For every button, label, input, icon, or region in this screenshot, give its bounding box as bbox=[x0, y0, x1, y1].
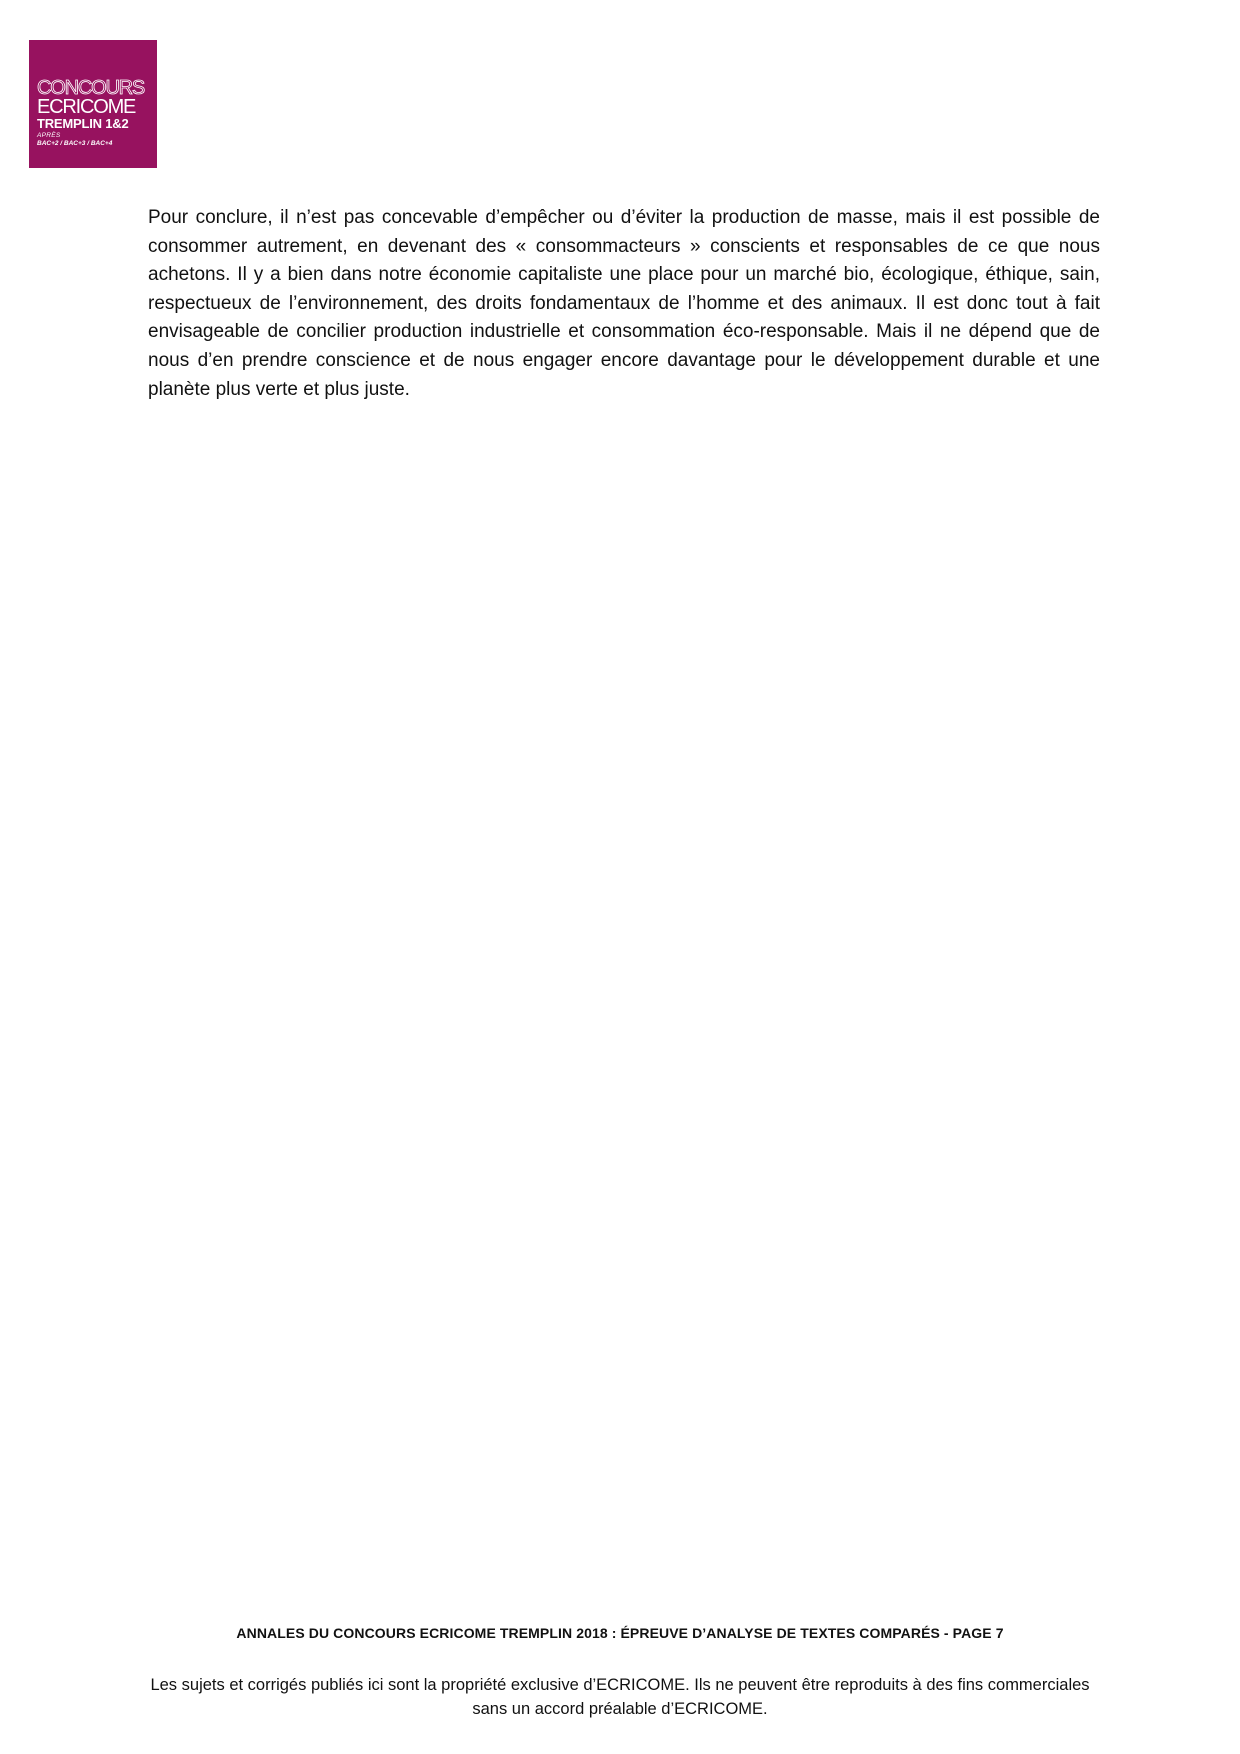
logo-line-tremplin: TREMPLIN 1&2 bbox=[37, 116, 129, 131]
logo-line-concours: CONCOURS bbox=[37, 77, 145, 99]
logo-line-apres: APRÈS bbox=[37, 132, 61, 139]
ecricome-logo bbox=[29, 40, 157, 168]
logo-line-bac: BAC+2 / BAC+3 / BAC+4 bbox=[37, 139, 113, 147]
footer-copyright-note: Les sujets et corrigés publiés ici sont la propriété exclusive d’ECRICOME. Ils ne peuvent être reproduits à des fins commerciales sans un accord préalable d’ECRICOME. bbox=[150, 1676, 1090, 1718]
footer-title: ANNALES DU CONCOURS ECRICOME TREMPLIN 2018 : ÉPREUVE D’ANALYSE DE TEXTES COMPARÉS - PAGE 7 bbox=[236, 1625, 1004, 1641]
logo-line-ecricome: ECRICOME bbox=[37, 96, 136, 118]
conclusion-paragraph: Pour conclure, il n’est pas concevable d’empêcher ou d’éviter la production de masse, mais il est possible de consommer autrement, en devenant des « consommacteurs » conscients et responsables de ce que nous achetons. Il y a bien dans notre économie capitaliste une place pour un marché bio, écologique, éthique, sain, respectueux de l’environnement, des droits fondamentaux de l’homme et des animaux. Il est donc tout à fait envisageable de concilier production industrielle et consommation éco-responsable. Mais il ne dépend que de nous d’en prendre conscience et de nous engager encore davantage pour le développement durable et une planète plus verte et plus juste. bbox=[148, 207, 1100, 400]
